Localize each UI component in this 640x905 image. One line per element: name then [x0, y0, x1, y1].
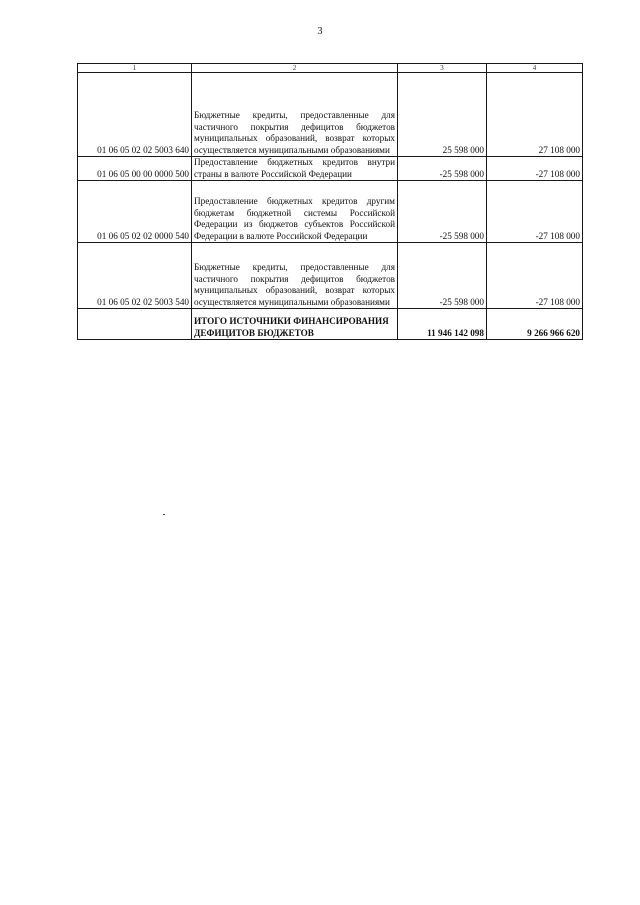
description-cell: Предоставление бюджетных кредитов другим бюджетам бюджетной системы Российской Федерации из бюджетов субъектов Российской Федерации в валюте Российской Федерации: [192, 181, 398, 243]
page-number: 3: [317, 26, 323, 37]
amount-col4-cell: -27 108 000: [487, 181, 583, 243]
column-header: 1: [78, 64, 192, 73]
amount-col3-cell: -25 598 000: [398, 243, 487, 309]
budget-code-cell: 01 06 05 02 02 0000 540: [78, 181, 192, 243]
budget-code-cell: 01 06 05 00 00 0000 500: [78, 157, 192, 181]
table-row: [78, 243, 583, 309]
scan-speck: [163, 514, 165, 515]
column-header: 4: [487, 64, 583, 73]
budget-code-cell: 01 06 05 02 02 5003 640: [78, 73, 192, 157]
column-header: 2: [192, 64, 398, 73]
amount-col4-cell: -27 108 000: [487, 157, 583, 181]
table-row: [78, 181, 583, 243]
table-row: [78, 157, 583, 181]
table-row: [78, 73, 583, 157]
budget-code-cell: [78, 309, 192, 340]
amount-col4-cell: 27 108 000: [487, 73, 583, 157]
table-header-row: [78, 64, 583, 73]
description-cell: Бюджетные кредиты, предоставленные для частичного покрытия дефицитов бюджетов муниципальных образований, возврат которых осуществляется муниципальными образованиями: [192, 243, 398, 309]
amount-col4-cell: -27 108 000: [487, 243, 583, 309]
amount-col3-cell: 25 598 000: [398, 73, 487, 157]
description-cell: Бюджетные кредиты, предоставленные для частичного покрытия дефицитов бюджетов муниципальных образований, возврат которых осуществляется муниципальными образованиями: [192, 73, 398, 157]
total-label-cell: ИТОГО ИСТОЧНИКИ ФИНАНСИРОВАНИЯ ДЕФИЦИТОВ БЮДЖЕТОВ: [192, 309, 398, 340]
total-col4-cell: 9 266 966 620: [487, 309, 583, 340]
total-col3-cell: 11 946 142 098: [398, 309, 487, 340]
total-row: [78, 309, 583, 340]
amount-col3-cell: -25 598 000: [398, 157, 487, 181]
budget-code-cell: 01 06 05 02 02 5003 540: [78, 243, 192, 309]
amount-col3-cell: -25 598 000: [398, 181, 487, 243]
budget-sources-table: [77, 63, 583, 340]
column-header: 3: [398, 64, 487, 73]
description-cell: Предоставление бюджетных кредитов внутри страны в валюте Российской Федерации: [192, 157, 398, 181]
